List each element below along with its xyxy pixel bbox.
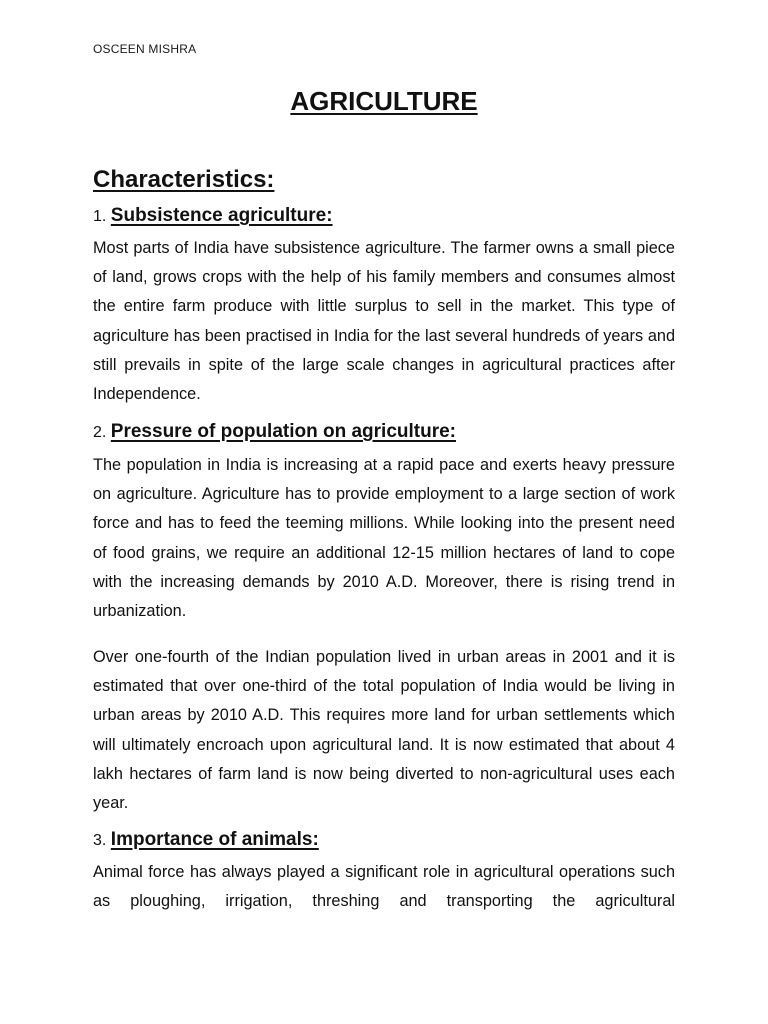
item-heading-population-pressure	[93, 421, 456, 443]
item-heading-label: Subsistence agriculture:	[110, 205, 333, 226]
section-heading: Characteristics:	[93, 166, 275, 193]
item-heading-subsistence	[93, 205, 333, 227]
paragraph-animals: Animal force has always played a significant role in agricultural operations such as ploughing, irrigation, threshing and transporting the agricultural	[93, 863, 675, 911]
item-number: 1.	[93, 208, 107, 225]
paragraph-population-pressure-2: Over one-fourth of the Indian population lived in urban areas in 2001 and it is estimated that over one-third of the total population of India would be living in urban areas by 2010 A.D. This requires more land for urban settlements which will ultimately encroach upon agricultural land. It is now estimated that about 4 lakh hectares of farm land is now being diverted to non-agricultural uses each year.	[93, 648, 675, 813]
paragraph-population-pressure-1: The population in India is increasing at a rapid pace and exerts heavy pressure on agriculture. Agriculture has to provide employment to a large section of work force and has to feed the teeming millions. While looking into the present need of food grains, we require an additional 12-15 million hectares of land to cope with the increasing demands by 2010 A.D. Moreover, there is rising trend in urbanization.	[93, 456, 675, 621]
item-number: 2.	[93, 424, 107, 441]
item-heading-label: Importance of animals:	[110, 829, 319, 850]
item-heading-label: Pressure of population on agriculture:	[110, 421, 456, 442]
paragraph-subsistence: Most parts of India have subsistence agriculture. The farmer owns a small piece of land, grows crops with the help of his family members and consumes almost the entire farm produce with little surplus to sell in the market. This type of agriculture has been practised in India for the last several hundreds of years and still prevails in spite of the large scale changes in agricultural practices after Independence.	[93, 239, 675, 404]
author-name: OSCEEN MISHRA	[93, 42, 197, 56]
document-title: AGRICULTURE	[290, 86, 478, 116]
item-heading-animals	[93, 829, 319, 851]
item-number: 3.	[93, 832, 107, 849]
